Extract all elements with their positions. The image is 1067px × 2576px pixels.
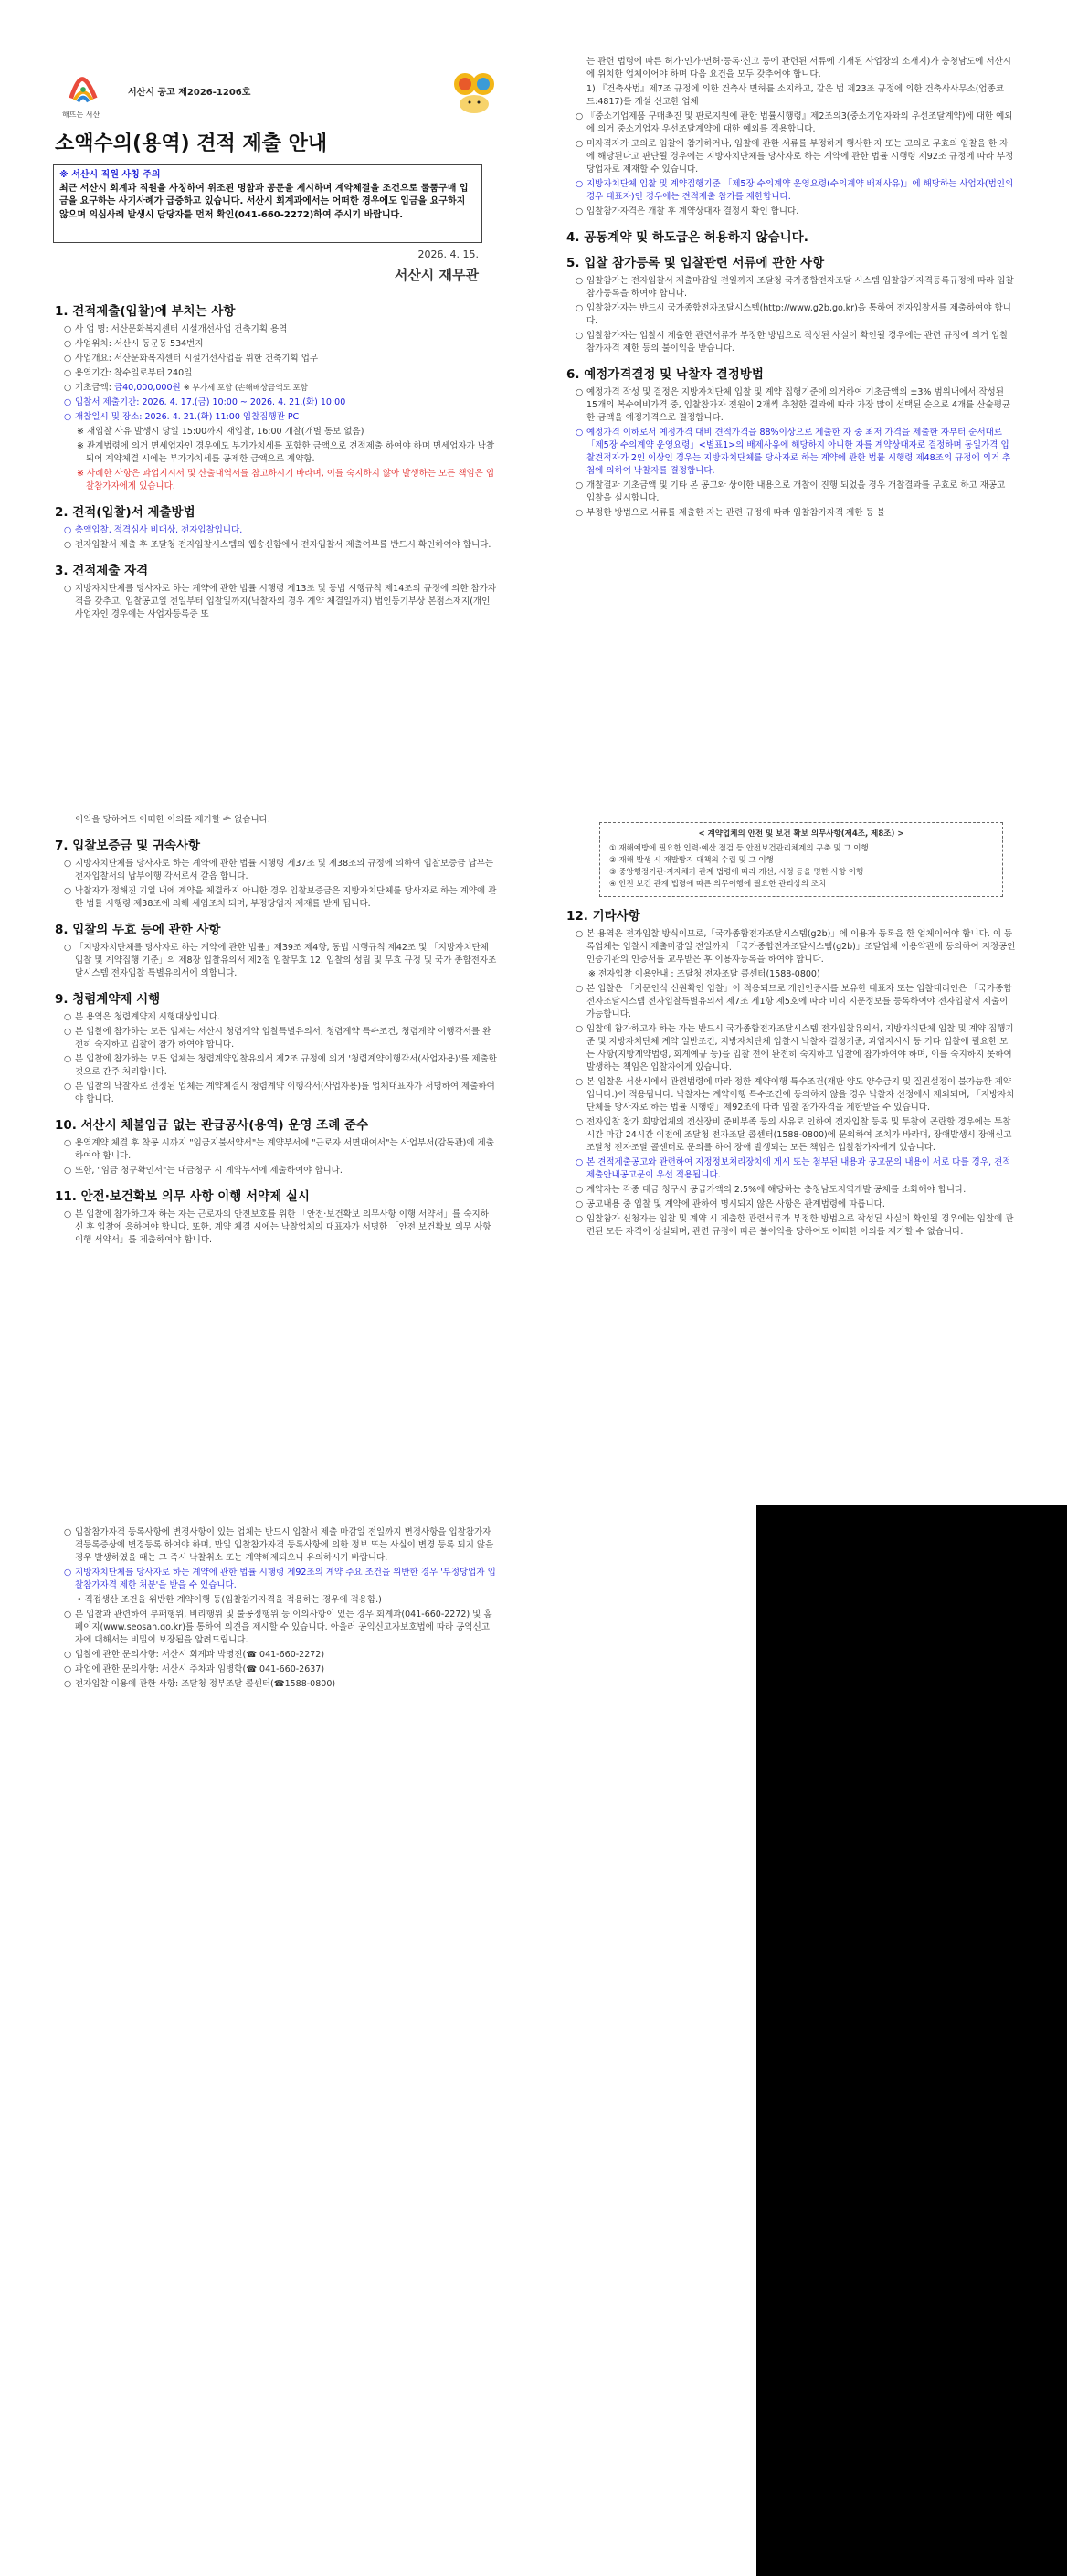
warning-text: 최근 서산시 회계과 직원을 사칭하여 위조된 명함과 공문을 제시하며 계약체결을 조건으로 물품구매 입금을 요구하는 사기사례가 급증하고 있습니다. 서산시 회계과에서는 어떠한 경우에도 입금을 요구하지 않으며 의심사례 발생시 담당자를 먼저 확인(041-660-2272)하여 주시기 바랍니다.	[59, 183, 469, 220]
list-item: ○ 용역계약 체결 후 착공 시까지 "임금지불서약서"는 계약부서에 "근로자 서면대여서"는 사업부서(감독관)에 제출하여야 합니다.	[64, 1138, 494, 1161]
list-item: ○ 「지방자치단체를 당사자로 하는 계약에 관한 법률」제39조 제4항, 동법 시행규칙 제42조 및 「지방자치단체 입찰 및 계약집행 기준」의 제8장 입찰유의서 제2절 입찰무효 12. 입찰의 성립 및 무효 규정 및 국가 종합전자조달시스템 전자입찰 특별유의서에 의합니다.	[64, 943, 497, 978]
section-title: 9. 청렴계약제 시행	[55, 992, 161, 1007]
list-item: 1) 『건축사법』제7조 규정에 의한 건축사 면허를 소지하고, 같은 법 제23조 규정에 의한 건축사사무소(업종코드:4817)를 개설 신고한 업체	[586, 84, 1004, 107]
section-title: 1. 견적제출(입찰)에 부치는 사항	[55, 304, 236, 319]
page-1	[0, 0, 534, 749]
list-item: ○ 낙찰자가 정해진 기일 내에 계약을 체결하지 아니한 경우 입찰보증금은 지방자치단체를 당사자로 하는 계약에 관한 법률 시행령 제38조에 의해 세입조치 되며, 부정당업자 제재를 받게 됩니다.	[64, 886, 497, 909]
section-1	[55, 292, 497, 623]
list-item: ○ 입찰참가자격 등록사항에 변경사항이 있는 업체는 반드시 입찰서 제출 마감일 전일까지 변경사항을 입찰참가자격등록증상에 변경등록 하여야 하며, 만일 입찰참가자격 등록사항에 의한 정보 또는 사실이 변경 등록 되지 않을 경우 발생하였을 때는 그 즉시 낙찰취소 또는 계약해제되오니 유의하시기 바랍니다.	[64, 1527, 494, 1563]
page-4	[534, 795, 1067, 1489]
list-item: ○ 지방자치단체를 당사자로 하는 계약에 관한 법률 시행령 제92조의 계약 주요 조건을 위반한 경우 '부정당업자 입찰참가자격 제한 처분'을 받을 수 있습니다.	[64, 1568, 496, 1590]
list-item: ○ 개찰일시 및 장소: 2026. 4. 21.(화) 11:00 입찰집행관 PC	[64, 412, 300, 422]
list-item: ○ 미자격자가 고의로 입찰에 참가하거나, 입찰에 관한 서류를 부정하게 행사한 자 또는 고의로 무효의 입찰을 한 자에 해당된다고 판단될 경우에는 지방자치단체를 당사자로 하는 계약에 관한 법률 시행령 제92조 규정에 따라 부정당업자로 제재할 수 있습니다.	[576, 139, 1014, 174]
box-title: < 계약업체의 안전 및 보건 확보 의무사항(제4조, 제8조) >	[698, 829, 904, 839]
page-5	[0, 1498, 534, 2010]
logo-caption: 해뜨는 서산	[62, 111, 100, 119]
list-item: ○ 지방자치단체 입찰 및 계약집행기준 「제5장 수의계약 운영요령(수의계약 배제사유)」에 해당하는 사업자(법인의 경우 대표자)인 경우에는 견적제출 참가를 제한합니다.	[576, 179, 1014, 202]
list-item: ○ 계약자는 각종 대금 청구시 공급가액의 2.5%에 해당하는 충청남도지역개발 공채를 소화해야 합니다.	[576, 1185, 967, 1195]
list-item: ○ 입찰서 제출기간: 2026. 4. 17.(금) 10:00 ~ 2026. 4. 21.(화) 10:00	[64, 397, 346, 407]
mascot-icon	[451, 68, 497, 115]
list-item: ○ 지방자치단체를 당사자로 하는 계약에 관한 법률 시행령 제37조 및 제38조의 규정에 의하여 입찰보증금 납부는 전자입찰서의 납부이행 각서로서 갈음 합니다.	[64, 859, 494, 882]
box-item: ④ 안전 보건 관계 법령에 따른 의무이행에 필요한 관리상의 조치	[609, 880, 827, 889]
list-item: ○ 총액입찰, 적격심사 비대상, 전자입찰입니다.	[64, 525, 243, 535]
list-item: 이익을 당하여도 어떠한 이의를 제기할 수 없습니다.	[75, 815, 270, 825]
box-item: ③ 중앙행정기관·지자체가 관계 법령에 따라 개선, 시정 등을 명한 사항 이행	[609, 868, 864, 877]
note: ※ 관계법령에 의거 면세업자인 경우에도 부가가치세를 포함한 금액으로 견적제출 하여야 하며 면세업자가 낙찰되어 계약체결 시에는 부가가치세를 공제한 금액으로 계약함.	[77, 441, 495, 464]
warning-box	[53, 164, 482, 243]
warning-title: ※ 서산시 직원 사칭 주의	[59, 170, 161, 180]
section-title: 6. 예정가격결정 및 낙찰자 결정방법	[566, 367, 764, 382]
box-item: ② 재해 발생 시 재발방지 대책의 수립 및 그 이행	[609, 856, 774, 865]
document-header	[55, 66, 502, 121]
list-item: 는 관련 법령에 따른 허가·인가·면허·등록·신고 등에 관련된 서류에 기재된 사업장의 소재지)가 충청남도에 서산시에 위치한 업체이어야 하며 다음 요건을 모두 갖추어야 합니다.	[586, 57, 1011, 79]
list-item: ○ 개찰결과 기초금액 및 기타 본 공고와 상이한 내용으로 개찰이 진행 되었을 경우 개찰결과를 무효로 하고 재공고 입찰을 실시합니다.	[576, 480, 1006, 503]
page-2	[534, 0, 1067, 749]
section-title: 7. 입찰보증금 및 귀속사항	[55, 839, 201, 853]
list-item: ○ 입찰참가자는 반드시 국가종합전자조달시스템(http://www.g2b.go.kr)을 통하여 전자입찰서를 제출하여야 합니다.	[576, 303, 1011, 326]
page-2-content	[566, 55, 1016, 522]
list-item: ○ 전자입찰 참가 희망업체의 전산장비 준비부족 등의 사유로 인하여 전자입찰 등록 및 투찰이 곤란할 경우에는 투찰시간 마감 24시간 이전에 조달청 전자조달 콜센터(1588-0800)에 문의하여 조치가 바라며, 장애발생시 장애신고 조달청 전자조달 콜센터로 문의를 하여 장애 발생되는 모든 책임은 입찰참가자에게 있습니다.	[576, 1117, 1012, 1153]
list-item: ○ 부정한 방법으로 서류를 제출한 자는 관련 규정에 따라 입찰참가자격 제한 등 불	[576, 508, 885, 518]
list-item: ○ 본 입찰은 「지문인식 신원확인 입찰」이 적용되므로 개인인증서를 보유한 대표자 또는 입찰대리인은 「국가종합전자조달시스템 전자입찰특별유의서 제7조 제1항 제5호에 따라 미리 지문정보를 등록하여야 전자입찰서 제출이 가능합니다.	[576, 984, 1012, 1019]
list-item: ○ 공고내용 중 입찰 및 계약에 관하여 명시되지 않은 사항은 관계법령에 따릅니다.	[576, 1199, 885, 1209]
list-item: ○ 전자입찰 이용에 관한 사항: 조달청 정부조달 콜센터(☎1588-0800)	[64, 1679, 336, 1689]
list-item: ○ 지방자치단체를 당사자로 하는 계약에 관한 법률 시행령 제13조 및 동법 시행규칙 제14조의 규정에 의한 참가자격을 갖추고, 입찰공고일 전일부터 입찰일까지(낙찰자의 경우 계약 체결일까지) 법인등기부상 본점소재지(개인사업자인 경우에는 사업자등록증 또	[64, 584, 497, 619]
page-5-content	[55, 1526, 497, 1693]
section-title: 12. 기타사항	[566, 909, 640, 924]
list-item: ○ 기초금액: 금40,000,000원 ※ 부가세 포함 (손해배상금액도 포함	[64, 383, 308, 393]
list-item: ○ 본 입찰의 낙찰자로 선정된 업체는 계약체결시 청렴계약 이행각서(사업자용)를 업체대표자가 서명하여 제출하여야 합니다.	[64, 1082, 495, 1104]
section-title: 8. 입찰의 무효 등에 관한 사항	[55, 923, 221, 937]
blank-area	[756, 1505, 1067, 2576]
safety-duty-box	[599, 822, 1003, 897]
list-item: ○ 예정가격 작성 및 결정은 지방자치단체 입찰 및 계약 집행기준에 의거하여 기초금액의 ±3% 범위내에서 작성된 15개의 복수예비가격 중, 입찰참가자 전원이 2개씩 추첨한 결과에 따라 가장 많이 선택된 순으로 4개를 산술평균한 금액을 예정가격으로 결정합니다.	[576, 387, 1011, 423]
list-item: ○ 입찰참가자는 입찰시 제출한 관련서류가 부정한 방법으로 작성된 사실이 확인될 경우에는 관련 규정에 의거 입찰참가자격 제한 등의 불이익을 받습니다.	[576, 331, 1009, 354]
note: ※ 재입찰 사유 발생시 당일 15:00까지 재입찰, 16:00 개찰(개별 통보 없음)	[77, 427, 364, 437]
list-item: ○ 『중소기업제품 구매촉진 및 판로지원에 관한 법률시행령』제2조의3(중소기업자와의 우선조달계약)에 대한 예외에 의거 중소기업자 우선조달계약에 대한 예외를 적용합니다.	[576, 111, 1013, 134]
list-item: ○ 입찰에 관한 문의사항: 서산시 회계과 박명진(☎ 041-660-2272)	[64, 1650, 325, 1660]
section-title: 4. 공동계약 및 하도급은 허용하지 않습니다.	[566, 230, 808, 245]
seosan-logo-icon	[66, 71, 100, 108]
page-3-content	[55, 813, 497, 1249]
notice-number: 서산시 공고 제2026-1206호	[128, 88, 251, 98]
list-item: ○ 본 견적제출공고와 관련하여 지정정보처리장치에 게시 또는 첨부된 내용과 공고문의 내용이 서로 다를 경우, 견적제출안내공고문이 우선 적용됩니다.	[576, 1157, 1011, 1180]
box-item: ① 재해예방에 필요한 인력·예산 점검 등 안전보건관리체계의 구축 및 그 이행	[609, 844, 869, 853]
section-title: 11. 안전·보건확보 의무 사항 이행 서약제 실시	[55, 1189, 310, 1204]
list-item: ○ 입찰에 참가하고자 하는 자는 반드시 국가종합전자조달시스템 전자입찰유의서, 지방자치단체 입찰 및 계약 집행기준 및 지방자치단체 계약 일반조건, 지방자치단체 입찰시 낙찰자 결정기준, 과업지시서 등 기타 입찰에 필요한 모든 사항(지방계약법령, 회계예규 등)을 입찰 전에 완전히 숙지하고 입찰에 참가하여야 하며, 이를 숙지하지 못하여 발생하는 책임은 입찰자에게 있습니다.	[576, 1024, 1014, 1072]
list-item: ○ 본 입찰은 서산시에서 관련법령에 따라 정한 계약이행 특수조건(재판 양도 양수금지 및 질권설정이 불가능한 계약입니다.)이 적용됩니다. 낙찰자는 계약이행 특수조건에 동의하지 않을 경우 낙찰자 선정에서 제외되며, 「지방자치단체를 당사자로 하는 법률 시행령」제92조에 따라 입찰 참가자격을 제한받을 수 있습니다.	[576, 1077, 1015, 1113]
list-item: ○ 용역기간: 착수일로부터 240일	[64, 368, 193, 378]
list-item: ○ 본 용역은 청렴계약제 시행대상입니다.	[64, 1012, 220, 1022]
note: • 직접생산 조건을 위반한 계약이행 등(입찰참가자격을 적용하는 경우에 적용함.)	[77, 1595, 382, 1605]
issuing-org: 서산시 재무관	[394, 267, 479, 283]
note: ※ 사례한 사항은 과업지시서 및 산출내역서를 참고하시기 바라며, 이를 숙지하지 않아 발생하는 모든 책임은 입찰참가자에게 있습니다.	[77, 469, 495, 491]
list-item: ○ 입찰참가 신청자는 입찰 및 계약 시 제출한 관련서류가 부정한 방법으로 작성된 사실이 확인될 경우에는 입찰에 관련된 모든 자격이 상실되며, 관련 규정에 따른 불이익을 당하여도 어떠한 이의를 제기할 수 없습니다.	[576, 1214, 1014, 1237]
list-item: ○ 예정가격 이하로서 예정가격 대비 견적가격을 88%이상으로 제출한 자 중 최저 가격을 제출한 자부터 순서대로 「제5장 수의계약 운영요령」<별표1>의 배제사유에 해당하지 아니한 자를 계약상대자로 결정하며 동일가격 입찰견적자가 2인 이상인 경우는 지방자치단체를 당사자로 하는 계약에 관한 법률 시행령 제48조의 규정에 의거 추첨에 의하여 낙찰자를 결정합니다.	[576, 428, 1011, 476]
list-item: ○ 본 입찰에 참가하는 모든 업체는 청렴계약입찰유의서 제2조 규정에 의거 '청렴계약이행각서(사업자용)'를 제출한 것으로 간주 처리합니다.	[64, 1054, 497, 1077]
list-item: ○ 사업개요: 서산문화복지센터 시설개선사업을 위한 건축기획 업무	[64, 354, 319, 364]
page-title: 소액수의(용역) 견적 제출 안내	[55, 132, 328, 155]
list-item: ○ 본 입찰에 참가하고자 하는 자는 근로자의 안전보호를 위한 「안전·보건확보 의무사항 이행 서약서」를 숙지하신 후 입찰에 응하여야 합니다. 또한, 계약 체결 시에는 낙찰업체의 대표자가 서명한 「안전·보건확보 의무 사항 이행 서약서」를 제출하여야 합니다.	[64, 1209, 491, 1245]
list-item: ○ 또한, "임금 청구확인서"는 대금청구 시 계약부서에 제출하여야 합니다.	[64, 1166, 343, 1176]
list-item: ○ 본 입찰에 참가하는 모든 업체는 서산시 청렴계약 입찰특별유의서, 청렴계약 특수조건, 청렴계약 이행각서를 완전히 숙지하고 입찰에 참가 하여야 합니다.	[64, 1027, 491, 1050]
list-item: ○ 입찰참가는 전자입찰서 제출마감일 전일까지 조달청 국가종합전자조달 시스템 입찰참가자격등록규정에 따라 입찰참가등록을 하여야 합니다.	[576, 276, 1014, 299]
list-item: ○ 입찰참가자격은 개찰 후 계약상대자 결정시 확인 합니다.	[576, 206, 799, 216]
page-4-content	[566, 822, 1016, 1240]
list-item: ○ 본 입찰과 관련하여 부패행위, 비리행위 및 불공정행위 등 이의사항이 있는 경우 회계과(041-660-2272) 및 홈페이지(www.seosan.go.kr)를 통하여 의견을 제시할 수 있습니다. 아울러 공익신고자보호법에 따라 공익신고자에 대해서는 비밀이 보장됨을 알려드립니다.	[64, 1610, 492, 1645]
list-item: ○ 본 용역은 전자입찰 방식이므로,「국가종합전자조달시스템(g2b)」에 이용자 등록을 한 업체이어야 합니다. 이 등록업체는 입찰서 제출마감일 전일까지 「국가종합전자조달시스템(g2b)」조달업체 이용약관에 동의하여 지정공인인증기관의 인증서를 교부받은 후 이용자등록을 하여야 합니다.	[576, 929, 1016, 965]
page-3	[0, 795, 534, 1489]
list-item: ○ 사 업 명: 서산문화복지센터 시설개선사업 건축기획 용역	[64, 324, 288, 334]
list-item: ○ 사업위치: 서산시 동문동 534번지	[64, 339, 204, 349]
section-title: 5. 입찰 참가등록 및 입찰관련 서류에 관한 사항	[566, 256, 825, 270]
section-title: 10. 서산시 체불임금 없는 관급공사(용역) 운영 조례 준수	[55, 1118, 369, 1133]
section-title: 2. 견적(입찰)서 제출방법	[55, 505, 195, 520]
base-price: 금40,000,000원	[113, 383, 181, 393]
notice-date: 2026. 4. 15.	[417, 248, 479, 260]
list-item: ○ 전자입찰서 제출 후 조달청 전자입찰시스템의 웹송신함에서 전자입찰서 제출여부를 반드시 확인하여야 합니다.	[64, 540, 491, 550]
list-item: ○ 과업에 관한 문의사항: 서산시 주차과 임병학(☎ 041-660-2637)	[64, 1664, 325, 1674]
section-title: 3. 견적제출 자격	[55, 564, 149, 578]
note: ※ 전자입찰 이용안내 : 조달청 전자조달 콜센터(1588-0800)	[588, 969, 820, 979]
